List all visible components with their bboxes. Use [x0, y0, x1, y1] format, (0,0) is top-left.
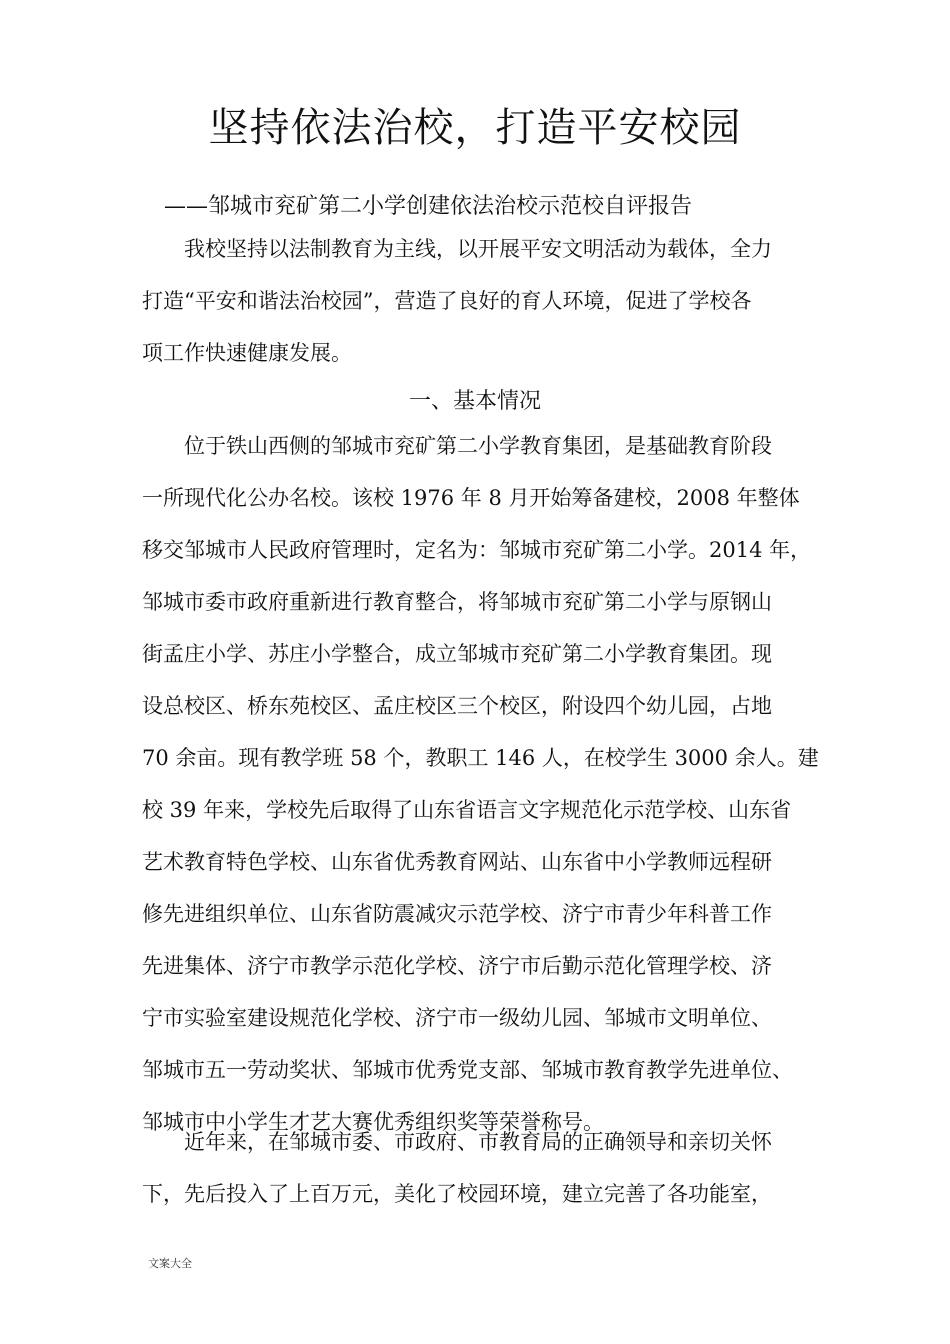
paragraph-line: 先进集体、济宁市教学示范化学校、济宁市后勤示范化管理学校、济: [142, 954, 772, 978]
paragraph-line: 下，先后投入了上百万元，美化了校园环境，建立完善了各功能室，: [142, 1182, 772, 1206]
paragraph-line: 邹城市中小学生才艺大赛优秀组织奖等荣誉称号。: [142, 1110, 604, 1134]
paragraph-line: 70 余亩。现有教学班 58 个，教职工 146 人，在校学生 3000 余人。建: [142, 746, 819, 770]
paragraph-line: 近年来，在邹城市委、市政府、市教育局的正确领导和亲切关怀: [184, 1130, 772, 1154]
paragraph-line: 宁市实验室建设规范化学校、济宁市一级幼儿园、邹城市文明单位、: [142, 1006, 772, 1030]
paragraph-line: 移交邹城市人民政府管理时，定名为：邹城市兖矿第二小学。2014 年，: [142, 538, 812, 562]
intro-paragraph: [142, 223, 832, 379]
paragraph-line: 修先进组织单位、山东省防震减灾示范学校、济宁市青少年科普工作: [142, 902, 772, 926]
paragraph-line: 邹城市委市政府重新进行教育整合，将邹城市兖矿第二小学与原钢山: [142, 590, 772, 614]
section-paragraph: [142, 420, 832, 1148]
paragraph-line: 一所现代化公办名校。该校 1976 年 8 月开始筹备建校，2008 年整体: [142, 486, 800, 510]
document-title: 坚持依法治校，打造平安校园: [208, 105, 742, 151]
paragraph-line: 艺术教育特色学校、山东省优秀教育网站、山东省中小学教师远程研: [142, 850, 772, 874]
paragraph-line: 设总校区、桥东苑校区、孟庄校区三个校区，附设四个幼儿园，占地: [142, 694, 772, 718]
paragraph-line: 街孟庄小学、苏庄小学整合，成立邹城市兖矿第二小学教育集团。现: [142, 642, 772, 666]
section-heading: 一、基本情况: [408, 389, 541, 414]
footer-watermark-text: 文案大全: [148, 1257, 192, 1270]
paragraph-line: 项工作快速健康发展。: [142, 341, 352, 365]
paragraph-line: 打造“平安和谐法治校园”，营造了良好的育人环境，促进了学校各: [142, 289, 752, 313]
paragraph-line: 位于铁山西侧的邹城市兖矿第二小学教育集团，是基础教育阶段: [184, 434, 772, 458]
document-subtitle: ——邹城市兖矿第二小学创建依法治校示范校自评报告: [164, 194, 693, 219]
paragraph-line: 我校坚持以法制教育为主线，以开展平安文明活动为载体，全力: [184, 237, 772, 261]
paragraph-line: 校 39 年来，学校先后取得了山东省语言文字规范化示范学校、山东省: [142, 798, 792, 822]
paragraph-line: 邹城市五一劳动奖状、邹城市优秀党支部、邹城市教育教学先进单位、: [142, 1058, 793, 1082]
section-paragraph-2: [142, 1116, 832, 1220]
